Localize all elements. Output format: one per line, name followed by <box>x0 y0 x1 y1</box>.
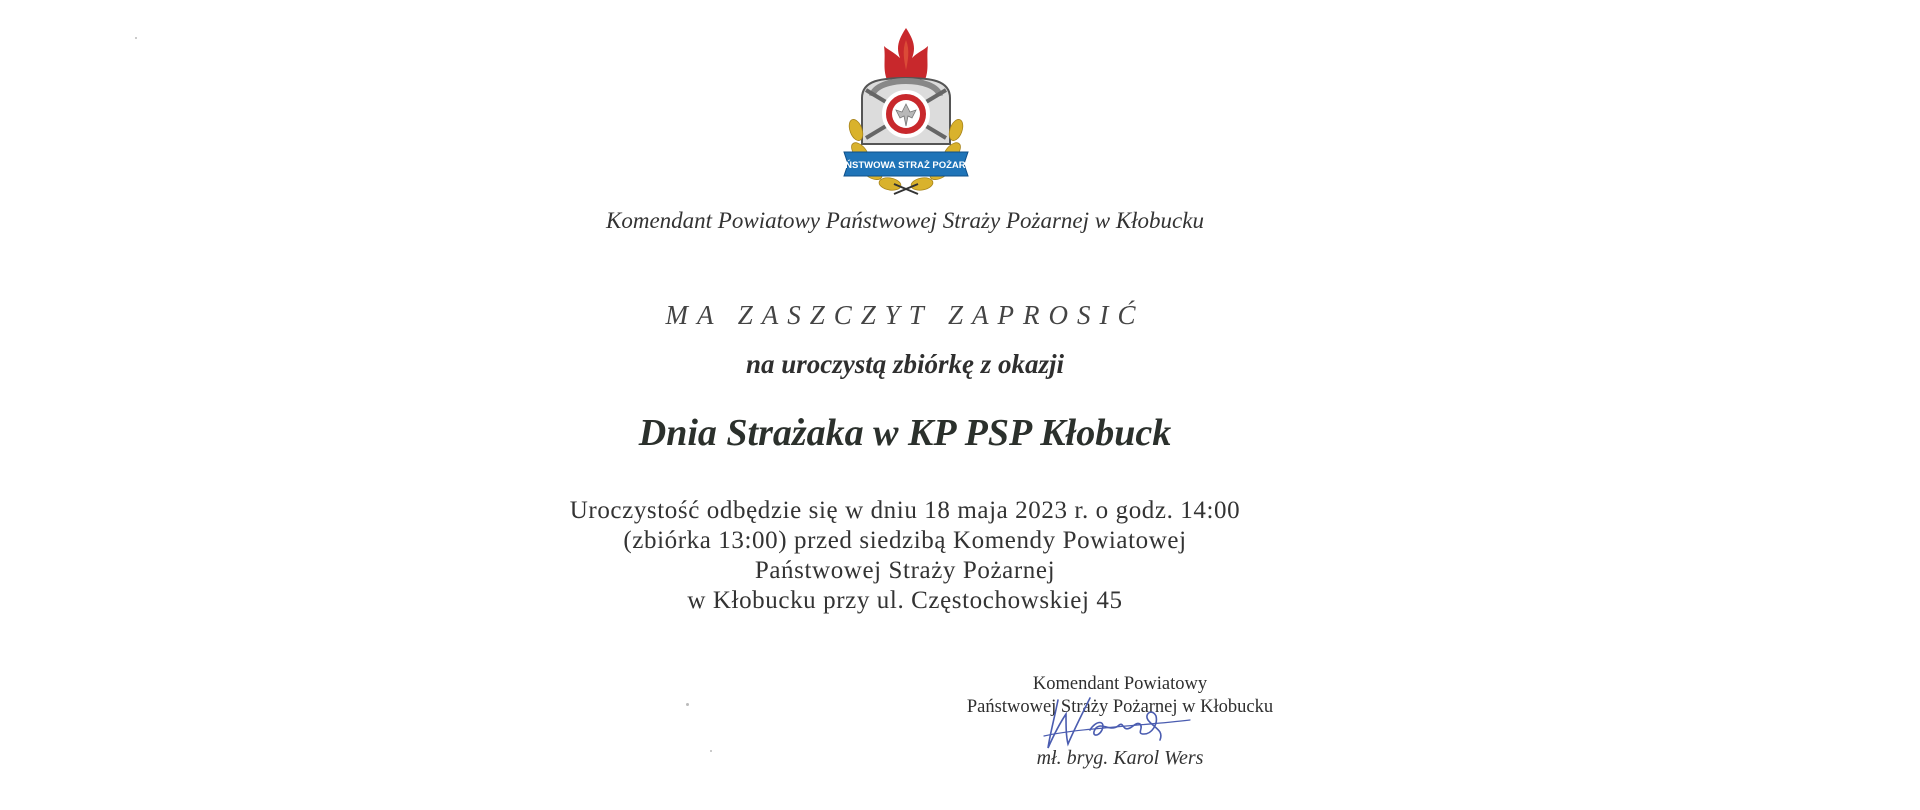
invite-heading: MA ZASZCZYT ZAPROSIĆ <box>665 300 1145 330</box>
scan-speck <box>135 37 137 39</box>
ribbon-text: PAŃSTWOWA STRAŻ POŻARNA <box>832 160 980 171</box>
issuer-line: Komendant Powiatowy Państwowej Straży Pożarnej w Kłobucku <box>606 208 1204 233</box>
event-title: Dnia Strażaka w KP PSP Kłobuck <box>638 412 1172 454</box>
event-details <box>0 496 1810 616</box>
signatory-title-line-1: Komendant Powiatowy <box>1032 674 1208 694</box>
signatory-title-line-2: Państwowej Straży Pożarnej w Kłobucku <box>966 697 1274 717</box>
details-line-3: Państwowej Straży Pożarnej <box>754 557 1056 584</box>
scan-speck <box>710 750 712 752</box>
details-line-1: Uroczystość odbędzie się w dniu 18 maja 2023 r. o godz. 14:00 <box>569 497 1241 524</box>
details-line-4: w Kłobucku przy ul. Częstochowskiej 45 <box>687 587 1123 614</box>
handwritten-signature <box>1040 690 1200 752</box>
psp-emblem-icon <box>832 26 980 202</box>
signatory-name: mł. bryg. Karol Wers <box>1036 747 1204 769</box>
details-line-2: (zbiórka 13:00) przed siedzibą Komendy Powiatowej <box>623 527 1187 554</box>
scan-speck <box>686 703 689 706</box>
occasion-line: na uroczystą zbiórkę z okazji <box>745 349 1065 379</box>
